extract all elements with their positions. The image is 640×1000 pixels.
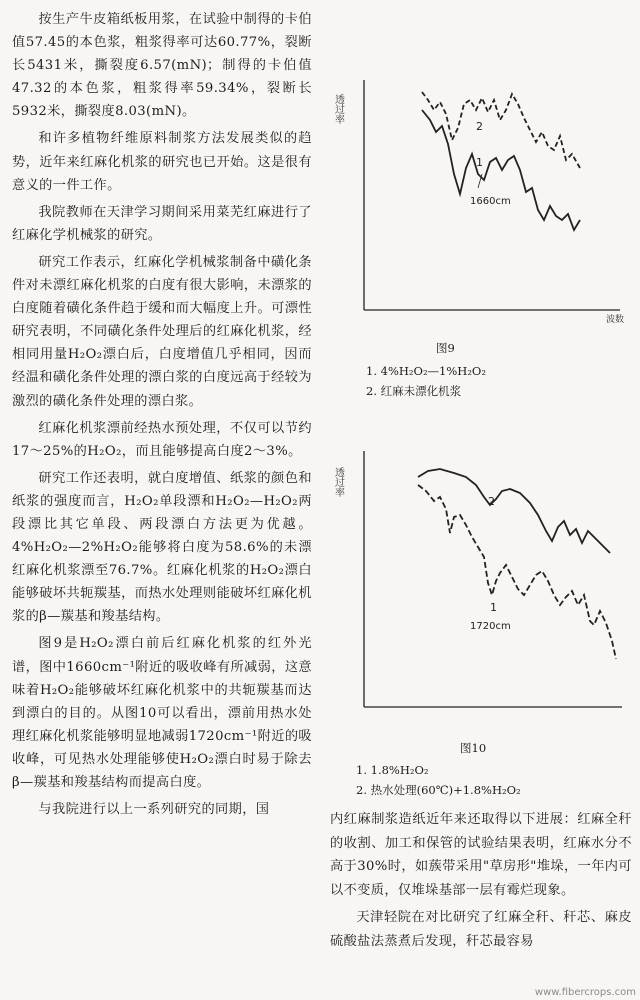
figure-10 bbox=[330, 445, 640, 735]
paragraph: 内红麻制浆造纸近年来还取得以下进展：红麻全秆的收割、加工和保管的试验结果表明，红麻水分不高于30%时，如蔟带采用"草房形"堆垛，一年内可以不变质，仅堆垛基部一层有霉烂现象。 bbox=[330, 812, 632, 898]
figure-9-legend-1: 1. 4%H₂O₂—1%H₂O₂ bbox=[366, 364, 486, 378]
paragraph: 我院教师在天津学习期间采用菜芜红麻进行了红麻化学机械浆的研究。 bbox=[12, 204, 312, 243]
right-bottom-text bbox=[330, 808, 632, 957]
figure-9-title: 图9 bbox=[436, 341, 455, 355]
curve-label-1: 1 bbox=[476, 156, 483, 169]
figure-10-plot bbox=[330, 445, 640, 735]
paragraph: 图9是H₂O₂漂白前后红麻化机浆的红外光谱，图中1660cm⁻¹附近的吸收峰有所减弱，这意味着H₂O₂能够破坏红麻化机浆中的共轭羰基而达到漂白的目的。从图10可以看出，漂前用热水处理红麻化机浆能够明显地减弱1720cm⁻¹附近的吸收峰，可见热水处理能够使H₂O₂漂白时易于除去β—羰基和羧基结构而提高白度。 bbox=[12, 636, 312, 790]
figure-10-legend-2: 2. 热水处理(60℃)+1.8%H₂O₂ bbox=[356, 783, 521, 797]
paragraph: 红麻化机浆漂前经热水预处理，不仅可以节约17～25%的H₂O₂，而且能够提高白度2～3%。 bbox=[12, 420, 312, 459]
curve-1 bbox=[418, 485, 616, 659]
curve-2 bbox=[422, 92, 580, 168]
paragraph: 和许多植物纤维原料制浆方法发展类似的趋势，近年来红麻化机浆的研究也已开始。这是很有意义的一件工作。 bbox=[12, 131, 312, 193]
watermark: www.fibercrops.com bbox=[534, 987, 636, 998]
y-axis-label: 透过率 bbox=[332, 94, 344, 124]
left-text-column bbox=[12, 8, 312, 825]
paragraph: 天津轻院在对比研究了红麻全秆、秆芯、麻皮硫酸盐法蒸煮后发现，秆芯最容易 bbox=[330, 910, 632, 949]
curve-label-2: 2 bbox=[476, 120, 483, 133]
figure-10-legend-1: 1. 1.8%H₂O₂ bbox=[356, 763, 429, 777]
figure-9 bbox=[330, 70, 640, 350]
curve-label-2: 2 bbox=[488, 495, 495, 508]
peak-label: 1720cm bbox=[470, 621, 511, 632]
figure-9-legend-2: 2. 红麻未漂化机浆 bbox=[366, 384, 462, 398]
x-axis-label: 波数 bbox=[606, 315, 625, 325]
paragraph: 研究工作还表明，就白度增值、纸浆的颜色和纸浆的强度而言，H₂O₂单段漂和H₂O₂—H₂O₂两段漂比其它单段、两段漂白方法更为优越。4%H₂O₂—2%H₂O₂能够将白度为58.6%的未漂红麻化机浆漂至76.7%。红麻化机浆的H₂O₂漂白能够破坏共轭羰基，而热水处理则能破坏红麻化机浆的β—羰基和羧基结构。 bbox=[12, 470, 312, 625]
curve-1 bbox=[422, 110, 580, 230]
curve-label-1: 1 bbox=[490, 601, 497, 614]
paragraph: 与我院进行以上一系列研究的同期，国 bbox=[38, 802, 270, 818]
y-axis-label: 透过率 bbox=[332, 467, 344, 497]
paragraph: 研究工作表示，红麻化学机械浆制备中磺化条件对未漂红麻化机浆的白度有很大影响，未漂浆的白度随着磺化条件趋于缓和而大幅度上升。可漂性研究表明，不同磺化条件处理后的红麻化机浆，经相同用量H₂O₂漂白后，白度增值几乎相同，因而经温和磺化条件处理的漂白浆的白度远高于经较为激烈的磺化条件处理的漂白浆。 bbox=[12, 254, 312, 409]
figure-9-plot bbox=[330, 70, 640, 350]
peak-label: 1660cm bbox=[470, 196, 511, 207]
paragraph: 按生产牛皮箱纸板用浆，在试验中制得的卡伯值57.45的本色浆，粗浆得率可达60.77%，裂断长5431米，撕裂度6.57(mN)；制得的卡伯值47.32的本色浆，粗浆得率59.34%，裂断长5932米，撕裂度8.03(mN)。 bbox=[12, 12, 312, 120]
figure-10-title: 图10 bbox=[460, 741, 487, 755]
